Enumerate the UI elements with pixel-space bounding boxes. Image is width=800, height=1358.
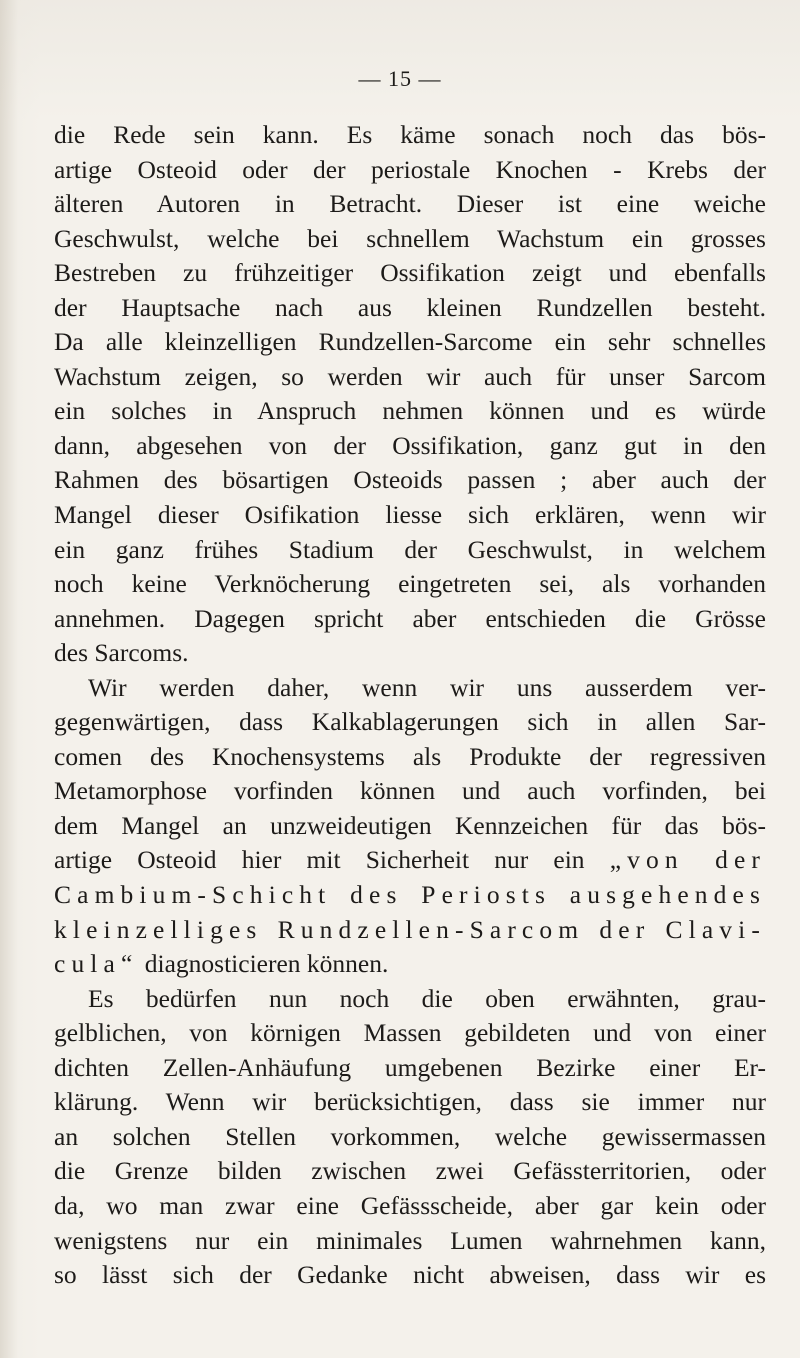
text-line: Da alle kleinzelligen Rundzellen-Sarcome ein sehr schnelles (54, 327, 766, 357)
text-line: an solchen Stellen vorkommen, welche gewissermassen (54, 1121, 766, 1151)
text-segment: diagnosticieren können. (144, 949, 389, 979)
text-line: klärung. Wenn wir berücksichtigen, dass sie immer nur (54, 1087, 766, 1117)
page-number: — 15 — (358, 66, 442, 91)
text-line: noch keine Verknöcherung eingetreten sei, als vorhanden (54, 569, 766, 599)
text-line: ein ganz frühes Stadium der Geschwulst, in welchem (54, 534, 766, 564)
emphasized-text: „von der (609, 845, 766, 875)
text-line: wenigstens nur ein minimales Lumen wahrnehmen kann, (54, 1225, 766, 1255)
text-line: artige Osteoid oder der periostale Knochen - Krebs der (54, 154, 766, 184)
text-line: Geschwulst, welche bei schnellem Wachstum ein grosses (54, 223, 766, 253)
body-text (54, 118, 766, 1293)
text-line: des Sarcoms. (54, 638, 189, 668)
text-line: Bestreben zu frühzeitiger Ossifikation zeigt und ebenfalls (54, 258, 766, 288)
text-line: Mangel dieser Osifikation liesse sich erklären, wenn wir (54, 500, 766, 530)
emphasized-line: kleinzelliges Rundzellen-Sarcom der Clavi- (54, 914, 766, 944)
text-line: dem Mangel an unzweideutigen Kennzeichen für das bös- (54, 810, 766, 840)
emphasized-text: cula“ (54, 949, 139, 979)
text-line: Wir werden daher, wenn wir uns ausserdem ver- (88, 672, 766, 702)
text-line: Wachstum zeigen, so werden wir auch für unser Sarcom (54, 361, 766, 391)
text-line: Metamorphose vorfinden können und auch vorfinden, bei (54, 776, 766, 806)
text-line: so lässt sich der Gedanke nicht abweisen, dass wir es (54, 1260, 766, 1290)
text-line: comen des Knochensystems als Produkte der regressiven (54, 741, 766, 771)
text-line: gelblichen, von körnigen Massen gebildeten und von einer (54, 1018, 766, 1048)
text-line: ein solches in Anspruch nehmen können und es würde (54, 396, 766, 426)
text-line: gegenwärtigen, dass Kalkablagerungen sich in allen Sar- (54, 707, 766, 737)
text-line: dann, abgesehen von der Ossifikation, ganz gut in den (54, 430, 766, 460)
text-line: annehmen. Dagegen spricht aber entschieden die Grösse (54, 603, 766, 633)
text-line: älteren Autoren in Betracht. Dieser ist eine weiche (54, 189, 766, 219)
text-segment: artige Osteoid hier mit Sicherheit nur ein (54, 845, 585, 875)
text-line: der Hauptsache nach aus kleinen Rundzellen besteht. (54, 292, 766, 322)
text-line: da, wo man zwar eine Gefässscheide, aber gar kein oder (54, 1190, 766, 1220)
emphasized-line: Cambium-Schicht des Periosts ausgehendes (54, 880, 766, 910)
text-line: Rahmen des bösartigen Osteoids passen ; aber auch der (54, 465, 766, 495)
text-line: Es bedürfen nun noch die oben erwähnten, grau- (88, 983, 766, 1013)
text-line (54, 843, 766, 878)
text-line: die Grenze bilden zwischen zwei Gefässterritorien, oder (54, 1156, 766, 1186)
text-line: dichten Zellen-Anhäufung umgebenen Bezirke einer Er- (54, 1052, 766, 1082)
text-line: die Rede sein kann. Es käme sonach noch das bös- (54, 120, 766, 149)
text-line (54, 947, 766, 982)
